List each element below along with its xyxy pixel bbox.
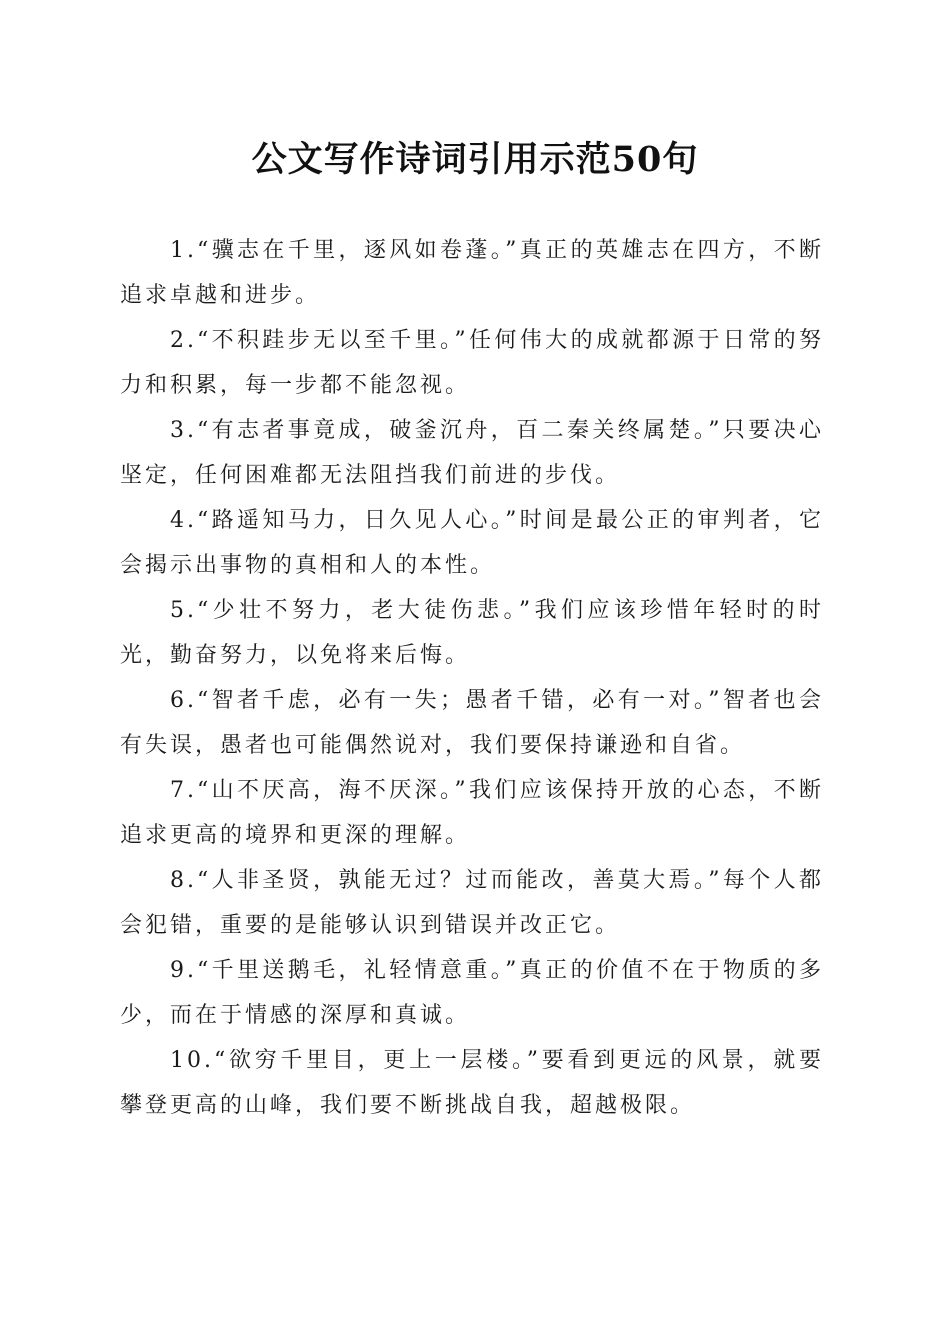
quote-paragraph-10: 10.“欲穷千里目，更上一层楼。”要看到更远的风景，就要攀登更高的山峰，我们要不断挑战自我，超越极限。 <box>120 1048 824 1118</box>
quote-paragraph-4: 4.“路遥知马力，日久见人心。”时间是最公正的审判者，它会揭示出事物的真相和人的本性。 <box>120 508 824 578</box>
quote-paragraph-6: 6.“智者千虑，必有一失；愚者千错，必有一对。”智者也会有失误，愚者也可能偶然说对，我们要保持谦逊和自省。 <box>120 688 824 758</box>
document-body <box>120 228 824 1128</box>
document-title: 公文写作诗词引用示范50句 <box>251 139 699 180</box>
quote-paragraph-9: 9.“千里送鹅毛，礼轻情意重。”真正的价值不在于物质的多少，而在于情感的深厚和真诚。 <box>120 958 824 1028</box>
quote-paragraph-8: 8.“人非圣贤，孰能无过？过而能改，善莫大焉。”每个人都会犯错，重要的是能够认识到错误并改正它。 <box>120 868 824 938</box>
quote-paragraph-2: 2.“不积跬步无以至千里。”任何伟大的成就都源于日常的努力和积累，每一步都不能忽视。 <box>120 328 824 398</box>
quote-paragraph-1: 1.“骥志在千里，逐风如卷蓬。”真正的英雄志在四方，不断追求卓越和进步。 <box>120 238 824 308</box>
quote-paragraph-3: 3.“有志者事竟成，破釜沉舟，百二秦关终属楚。”只要决心坚定，任何困难都无法阻挡我们前进的步伐。 <box>120 418 824 488</box>
quote-paragraph-7: 7.“山不厌高，海不厌深。”我们应该保持开放的心态，不断追求更高的境界和更深的理解。 <box>120 778 824 848</box>
quote-paragraph-5: 5.“少壮不努力，老大徒伤悲。”我们应该珍惜年轻时的时光，勤奋努力，以免将来后悔。 <box>120 598 824 668</box>
